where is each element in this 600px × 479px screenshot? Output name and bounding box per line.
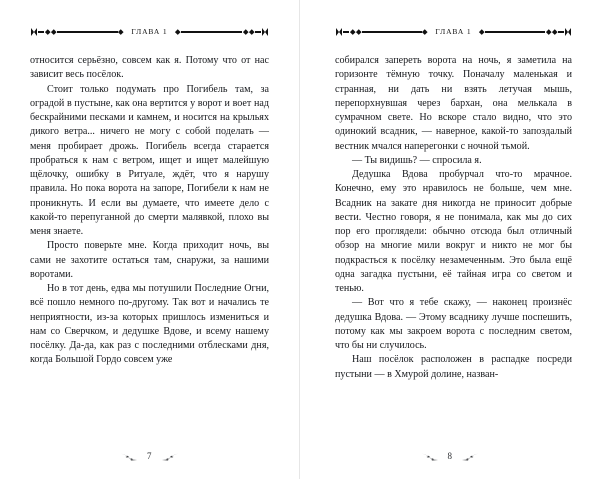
diamond-dot-icon [51, 30, 56, 35]
rule-segment [38, 31, 44, 32]
diamond-ornament-icon [565, 28, 571, 36]
rule-segment [181, 31, 242, 32]
rule-segment [558, 31, 564, 32]
rule-segment [485, 31, 545, 32]
lightning-bolt-icon [120, 451, 138, 462]
lightning-bolt-icon [421, 451, 439, 462]
paragraph: Дедушка Вдова пробурчал что-то мрачное. Конечно, ему это нравилось не больше, чем мне. Всадник на закате дня никогда не приносит добрые вести. Честно говоря, я не понимала, как мы до сих пор его проглядели: обычно отсюда был отличный обзор на многие мили вокруг и никто не мог бы подкрасться к посёлку незамеченным. Это была ещё одна загадка пустыни, её тайная игра со светом и тенью. [335, 169, 572, 294]
diamond-dot-icon [243, 30, 248, 35]
diamond-dot-icon [356, 30, 361, 35]
folio-left [0, 449, 299, 463]
diamond-dot-icon [552, 30, 557, 35]
paragraph: Но в тот день, едва мы потушили Последние Огни, всё пошло немного по-другому. Так вот и начались те неприятности, из-за которых пришлось измениться и нам со Сверчком, и дедушке Вдове, и всему нашему посёлку. Да-да, как раз с последними отблесками дня, когда Большой Гордо совсем уже [30, 283, 269, 366]
diamond-dot-icon [423, 30, 428, 35]
diamond-ornament-icon [336, 28, 342, 36]
rule-segment [343, 31, 349, 32]
paragraph: — Ты видишь? — спросила я. [352, 154, 482, 166]
page-right-body [335, 54, 572, 382]
rule-segment [362, 31, 422, 32]
rule-segment [57, 31, 118, 32]
folio-right [300, 449, 600, 463]
paragraph: Наш посёлок расположен в распадке посреди пустыни — в Хмурой долине, назван- [335, 354, 572, 380]
paragraph: — Вот что я тебе скажу, — наконец произнёс дедушка Вдова. — Этому всаднику лучше поспешить, потому как мы закроем ворота с последним светом, что бы ни случилось. [335, 297, 572, 351]
running-head-label-left: ГЛАВА 1 [131, 27, 168, 36]
page-number-left: 7 [147, 450, 152, 461]
paragraph: собирался запереть ворота на ночь, я заметила на горизонте тёмную точку. Поначалу маленькая и странная, ни дать ни взять летучая мышь, перепорхнувшая через бархан, она мелькала в сумрачном свете. Но вскоре стало видно, что это одинокий всадник, — наверное, какой-то запоздалый вестник мчался наперегонки с ночной тьмой. [335, 55, 572, 152]
page-right [300, 0, 600, 479]
diamond-dot-icon [45, 30, 50, 35]
diamond-dot-icon [175, 30, 180, 35]
paragraph: Просто поверьте мне. Когда приходит ночь, вы сами не захотите остаться там, снаружи, за нашими воротами. [30, 240, 269, 280]
running-head-left [30, 22, 269, 42]
running-head-right [335, 22, 572, 42]
diamond-dot-icon [546, 30, 551, 35]
diamond-dot-icon [479, 30, 484, 35]
page-left-content-area [30, 0, 269, 479]
lightning-bolt-icon [461, 451, 479, 462]
diamond-ornament-icon [31, 28, 37, 36]
rule-segment [255, 31, 261, 32]
page-right-content-area [335, 0, 572, 479]
paragraph: относится серьёзно, совсем как я. Потому что от нас зависит весь посёлок. [30, 55, 269, 81]
running-head-label-right: ГЛАВА 1 [435, 27, 472, 36]
lightning-bolt-icon [161, 451, 179, 462]
diamond-ornament-icon [262, 28, 268, 36]
diamond-dot-icon [119, 30, 124, 35]
diamond-dot-icon [350, 30, 355, 35]
diamond-dot-icon [249, 30, 254, 35]
page-number-right: 8 [447, 450, 453, 461]
page-left-body [30, 54, 269, 368]
paragraph: Стоит только подумать про Погибель там, за оградой в пустыне, как она вертится у ворот и воет над бескрайними песками и камнем, и носится на крыльях дикого ветра... ничего не могу с собой поделать — меня пробирает дрожь. Погибель всегда старается пробраться к нам с ветром, ищет и ищет малейшую щёлочку, ошибку в Ритуале, ждёт, что я нарушу правила. Но пока ворота на запоре, Погибели к нам не проникнуть. И если вы думаете, что имеете дело с какой-то перепуганной до смерти малявкой, плохо вы меня знаете. [30, 83, 269, 237]
